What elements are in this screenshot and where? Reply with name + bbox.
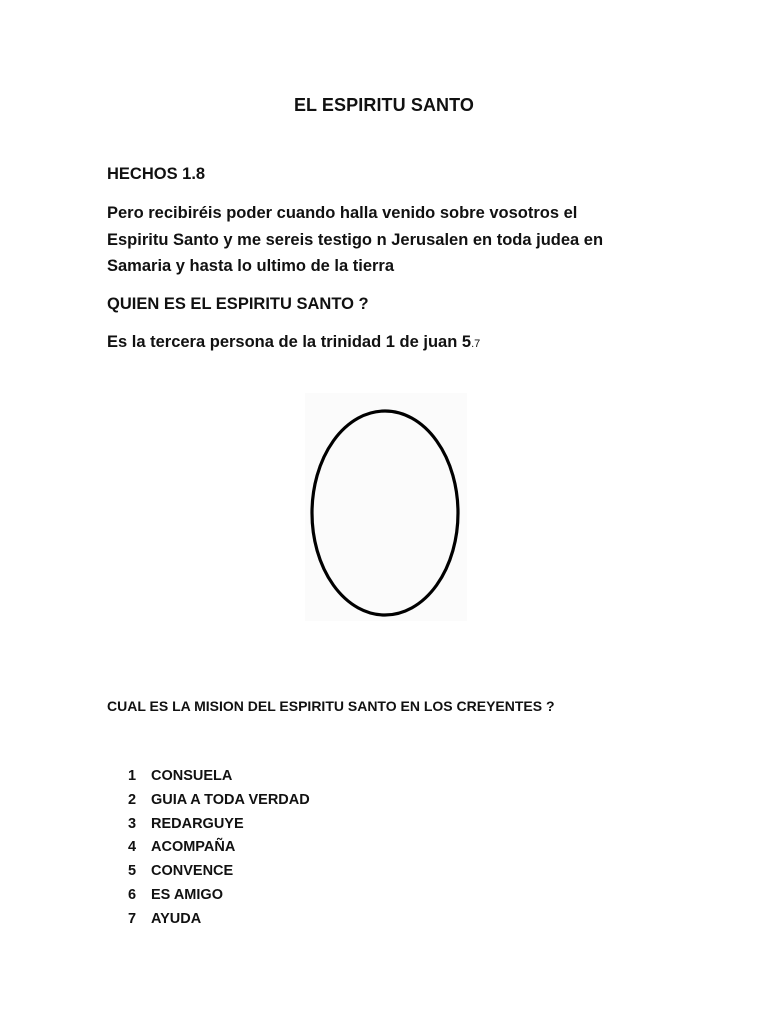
oval-icon bbox=[305, 393, 467, 621]
list-item bbox=[128, 884, 310, 908]
list-item bbox=[128, 860, 310, 884]
list-item-number: 3 bbox=[128, 815, 137, 832]
list-item-text: ES AMIGO bbox=[151, 886, 223, 903]
list-item-number: 7 bbox=[128, 910, 137, 927]
list-item-text: GUIA A TODA VERDAD bbox=[151, 791, 310, 808]
verse-line: Samaria y hasta lo ultimo de la tierra bbox=[107, 257, 395, 275]
list-item bbox=[128, 789, 310, 813]
list-item bbox=[128, 908, 310, 932]
list-item bbox=[128, 813, 310, 837]
verse-line: Espiritu Santo y me sereis testigo n Jerusalen en toda judea en bbox=[107, 230, 604, 249]
oval-figure bbox=[305, 393, 467, 621]
list-item-text: REDARGUYE bbox=[151, 815, 244, 832]
answer-who-text: Es la tercera persona de la trinidad 1 de juan 5 bbox=[107, 333, 472, 351]
answer-who-verse: .7 bbox=[471, 338, 481, 350]
list-item-number: 5 bbox=[128, 863, 137, 880]
question-mission: CUAL ES LA MISION DEL ESPIRITU SANTO EN LOS CREYENTES ? bbox=[107, 698, 555, 714]
list-item-text: ACOMPAÑA bbox=[151, 839, 236, 856]
list-item-number: 4 bbox=[128, 839, 137, 856]
answer-who bbox=[107, 329, 480, 358]
verse-text bbox=[107, 200, 667, 280]
list-item-text: CONVENCE bbox=[151, 863, 234, 880]
question-who: QUIEN ES EL ESPIRITU SANTO ? bbox=[107, 295, 369, 313]
verse-reference: HECHOS 1.8 bbox=[107, 165, 206, 183]
list-item bbox=[128, 836, 310, 860]
list-item bbox=[128, 765, 310, 789]
mission-list bbox=[128, 765, 310, 932]
list-item-text: CONSUELA bbox=[151, 768, 233, 784]
list-item-number: 2 bbox=[128, 791, 137, 808]
list-item-number: 1 bbox=[128, 768, 137, 784]
page-title: EL ESPIRITU SANTO bbox=[293, 95, 475, 115]
list-item-text: AYUDA bbox=[151, 910, 202, 927]
verse-line: Pero recibiréis poder cuando halla venido sobre vosotros el bbox=[107, 204, 578, 222]
list-item-number: 6 bbox=[128, 886, 137, 903]
